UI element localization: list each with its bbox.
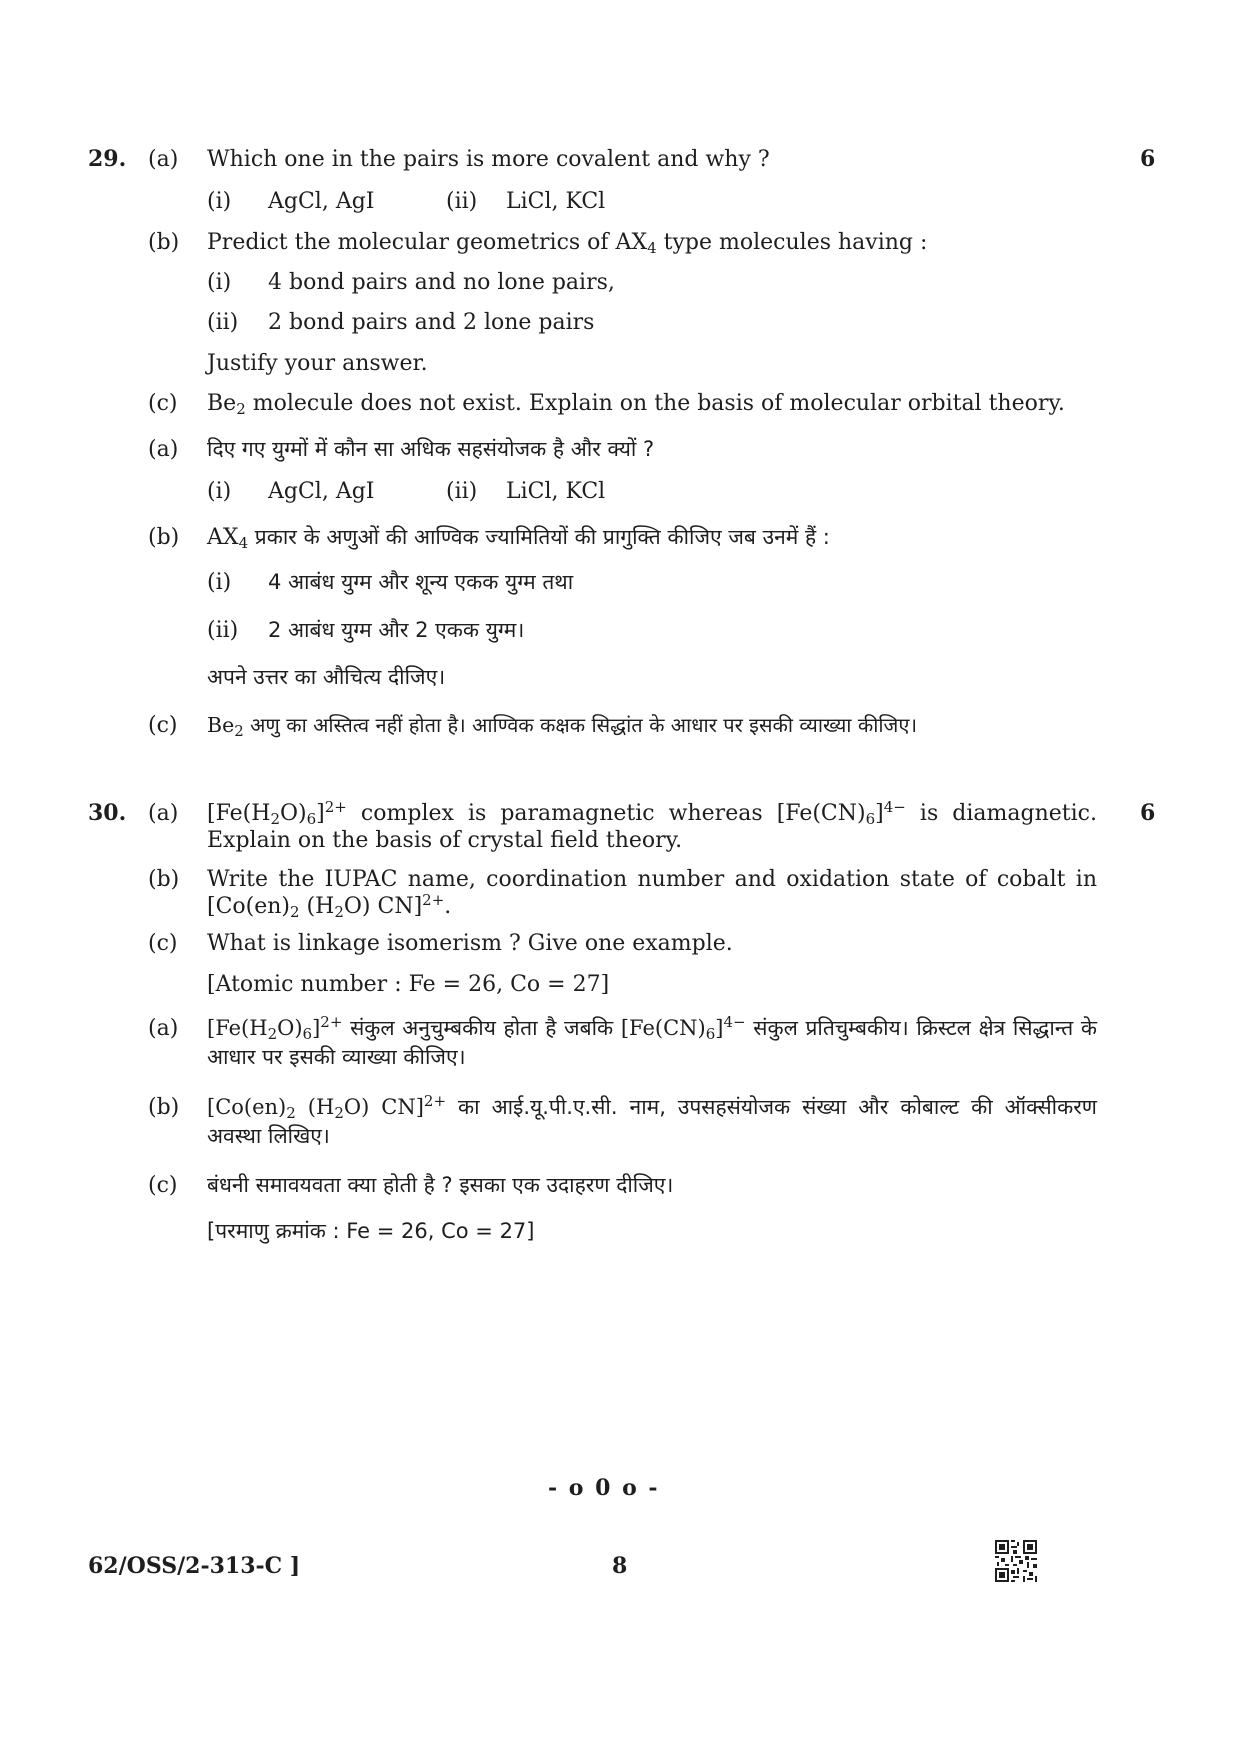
q29-en-c-label: (c) xyxy=(148,391,178,416)
q29-en-a-i-label: (i) xyxy=(207,189,232,214)
q30-hi-c-text: बंधनी समावयवता क्या होती है ? इसका एक उदाहरण दीजिए। xyxy=(207,1173,674,1197)
q30-hi-b-text: [$Co(en)_2$ $(H_2O)$ CN]$^{2+}$ का आई.यू.पी.ए.सी. नाम, उपसहसंयोजक संख्या और कोबाल्ट की ऑक्सीकरण अवस्था लिखिए। xyxy=(207,1092,1097,1148)
q30-hi-a-text: $[Fe(H_2O)_6]^{2+}$ संकुल अनुचुम्बकीय होता है जबकि $[Fe(CN)_6]^{4-}$ संकुल प्रतिचुम्बकीय। क्रिस्टल क्षेत्र सिद्धान्त के आधार पर इसकी व्याख्या कीजिए। xyxy=(207,1013,1097,1069)
q29-en-c-text: $Be_2$ molecule does not exist. Explain on the basis of molecular orbital theory. xyxy=(207,391,1065,418)
q29-en-a-i-text: AgCl, AgI xyxy=(268,189,375,214)
q29-en-b-i-label: (i) xyxy=(207,270,232,295)
q29-hi-b-ii-label: (ii) xyxy=(207,618,239,643)
q29-en-a-ii-label: (ii) xyxy=(446,189,478,214)
qr-code-icon xyxy=(995,1540,1037,1582)
q29-en-b-i-text: 4 bond pairs and no lone pairs, xyxy=(268,270,615,295)
q30-en-b-label: (b) xyxy=(148,867,180,892)
q29-en-b-text: Predict the molecular geometrics of $AX_4$ type molecules having : xyxy=(207,230,928,257)
q29-en-a-label: (a) xyxy=(148,147,179,172)
q30-hi-a-label: (a) xyxy=(148,1016,179,1041)
q29-en-a-ii-text: LiCl, KCl xyxy=(506,189,606,214)
q30-hi-atomic: [परमाणु क्रमांक : Fe = 26, Co = 27] xyxy=(207,1219,535,1243)
q29-en-a-text: Which one in the pairs is more covalent and why ? xyxy=(207,147,770,172)
q29-hi-b-justify: अपने उत्तर का औचित्य दीजिए। xyxy=(207,665,446,689)
q29-hi-b-i-text: 4 आबंध युग्म और शून्य एकक युग्म तथा xyxy=(268,570,574,594)
q29-hi-c-text: $Be_2$ अणु का अस्तित्व नहीं होता है। आण्विक कक्षक सिद्धांत के आधार पर इसकी व्याख्या कीजिए। xyxy=(207,713,918,740)
q29-en-b-ii-label: (ii) xyxy=(207,310,239,335)
q29-en-b-label: (b) xyxy=(148,230,180,255)
q29-marks: 6 xyxy=(1140,146,1156,172)
q29-hi-a-ii-text: LiCl, KCl xyxy=(506,479,606,504)
q29-hi-b-ii-text: 2 आबंध युग्म और 2 एकक युग्म। xyxy=(268,618,525,642)
q30-en-b-text: Write the IUPAC name, coordination number and oxidation state of cobalt in [$Co(en)_2$ $(H_2O)$ CN]$^{2+}$. xyxy=(207,867,1097,921)
q29-hi-b-text: $AX_4$ प्रकार के अणुओं की आण्विक ज्यामितियों की प्रागुक्ति कीजिए जब उनमें हैं : xyxy=(207,525,830,552)
q29-en-b-ii-text: 2 bond pairs and 2 lone pairs xyxy=(268,310,595,335)
q30-en-a-label: (a) xyxy=(148,801,179,826)
q29-hi-c-label: (c) xyxy=(148,713,178,738)
paper-code: 62/OSS/2-313-C ] xyxy=(88,1553,301,1579)
page-number: 8 xyxy=(612,1553,628,1579)
q29-hi-a-i-text: AgCl, AgI xyxy=(268,479,375,504)
question-30-number: 30. xyxy=(88,800,127,826)
q29-hi-a-i-label: (i) xyxy=(207,479,232,504)
q30-marks: 6 xyxy=(1140,800,1156,826)
end-of-paper-mark: - o 0 o - xyxy=(548,1475,660,1501)
q29-en-b-justify: Justify your answer. xyxy=(207,351,428,376)
q29-hi-a-ii-label: (ii) xyxy=(446,479,478,504)
q30-en-atomic: [Atomic number : Fe = 26, Co = 27] xyxy=(207,972,610,997)
q29-hi-b-i-label: (i) xyxy=(207,570,232,595)
q30-en-c-label: (c) xyxy=(148,931,178,956)
q30-hi-b-label: (b) xyxy=(148,1095,180,1120)
q30-en-a-text: $[Fe(H_2O)_6]^{2+}$ complex is paramagnetic whereas $[Fe(CN)_6]^{4-}$ is diamagnetic. Explain on the basis of crystal field theory. xyxy=(207,798,1097,853)
q29-hi-a-label: (a) xyxy=(148,437,179,462)
q30-en-c-text: What is linkage isomerism ? Give one example. xyxy=(207,931,733,956)
q29-hi-a-text: दिए गए युग्मों में कौन सा अधिक सहसंयोजक है और क्यों ? xyxy=(207,437,655,461)
q29-hi-b-label: (b) xyxy=(148,525,180,550)
q30-hi-c-label: (c) xyxy=(148,1173,178,1198)
question-29-number: 29. xyxy=(88,146,127,172)
